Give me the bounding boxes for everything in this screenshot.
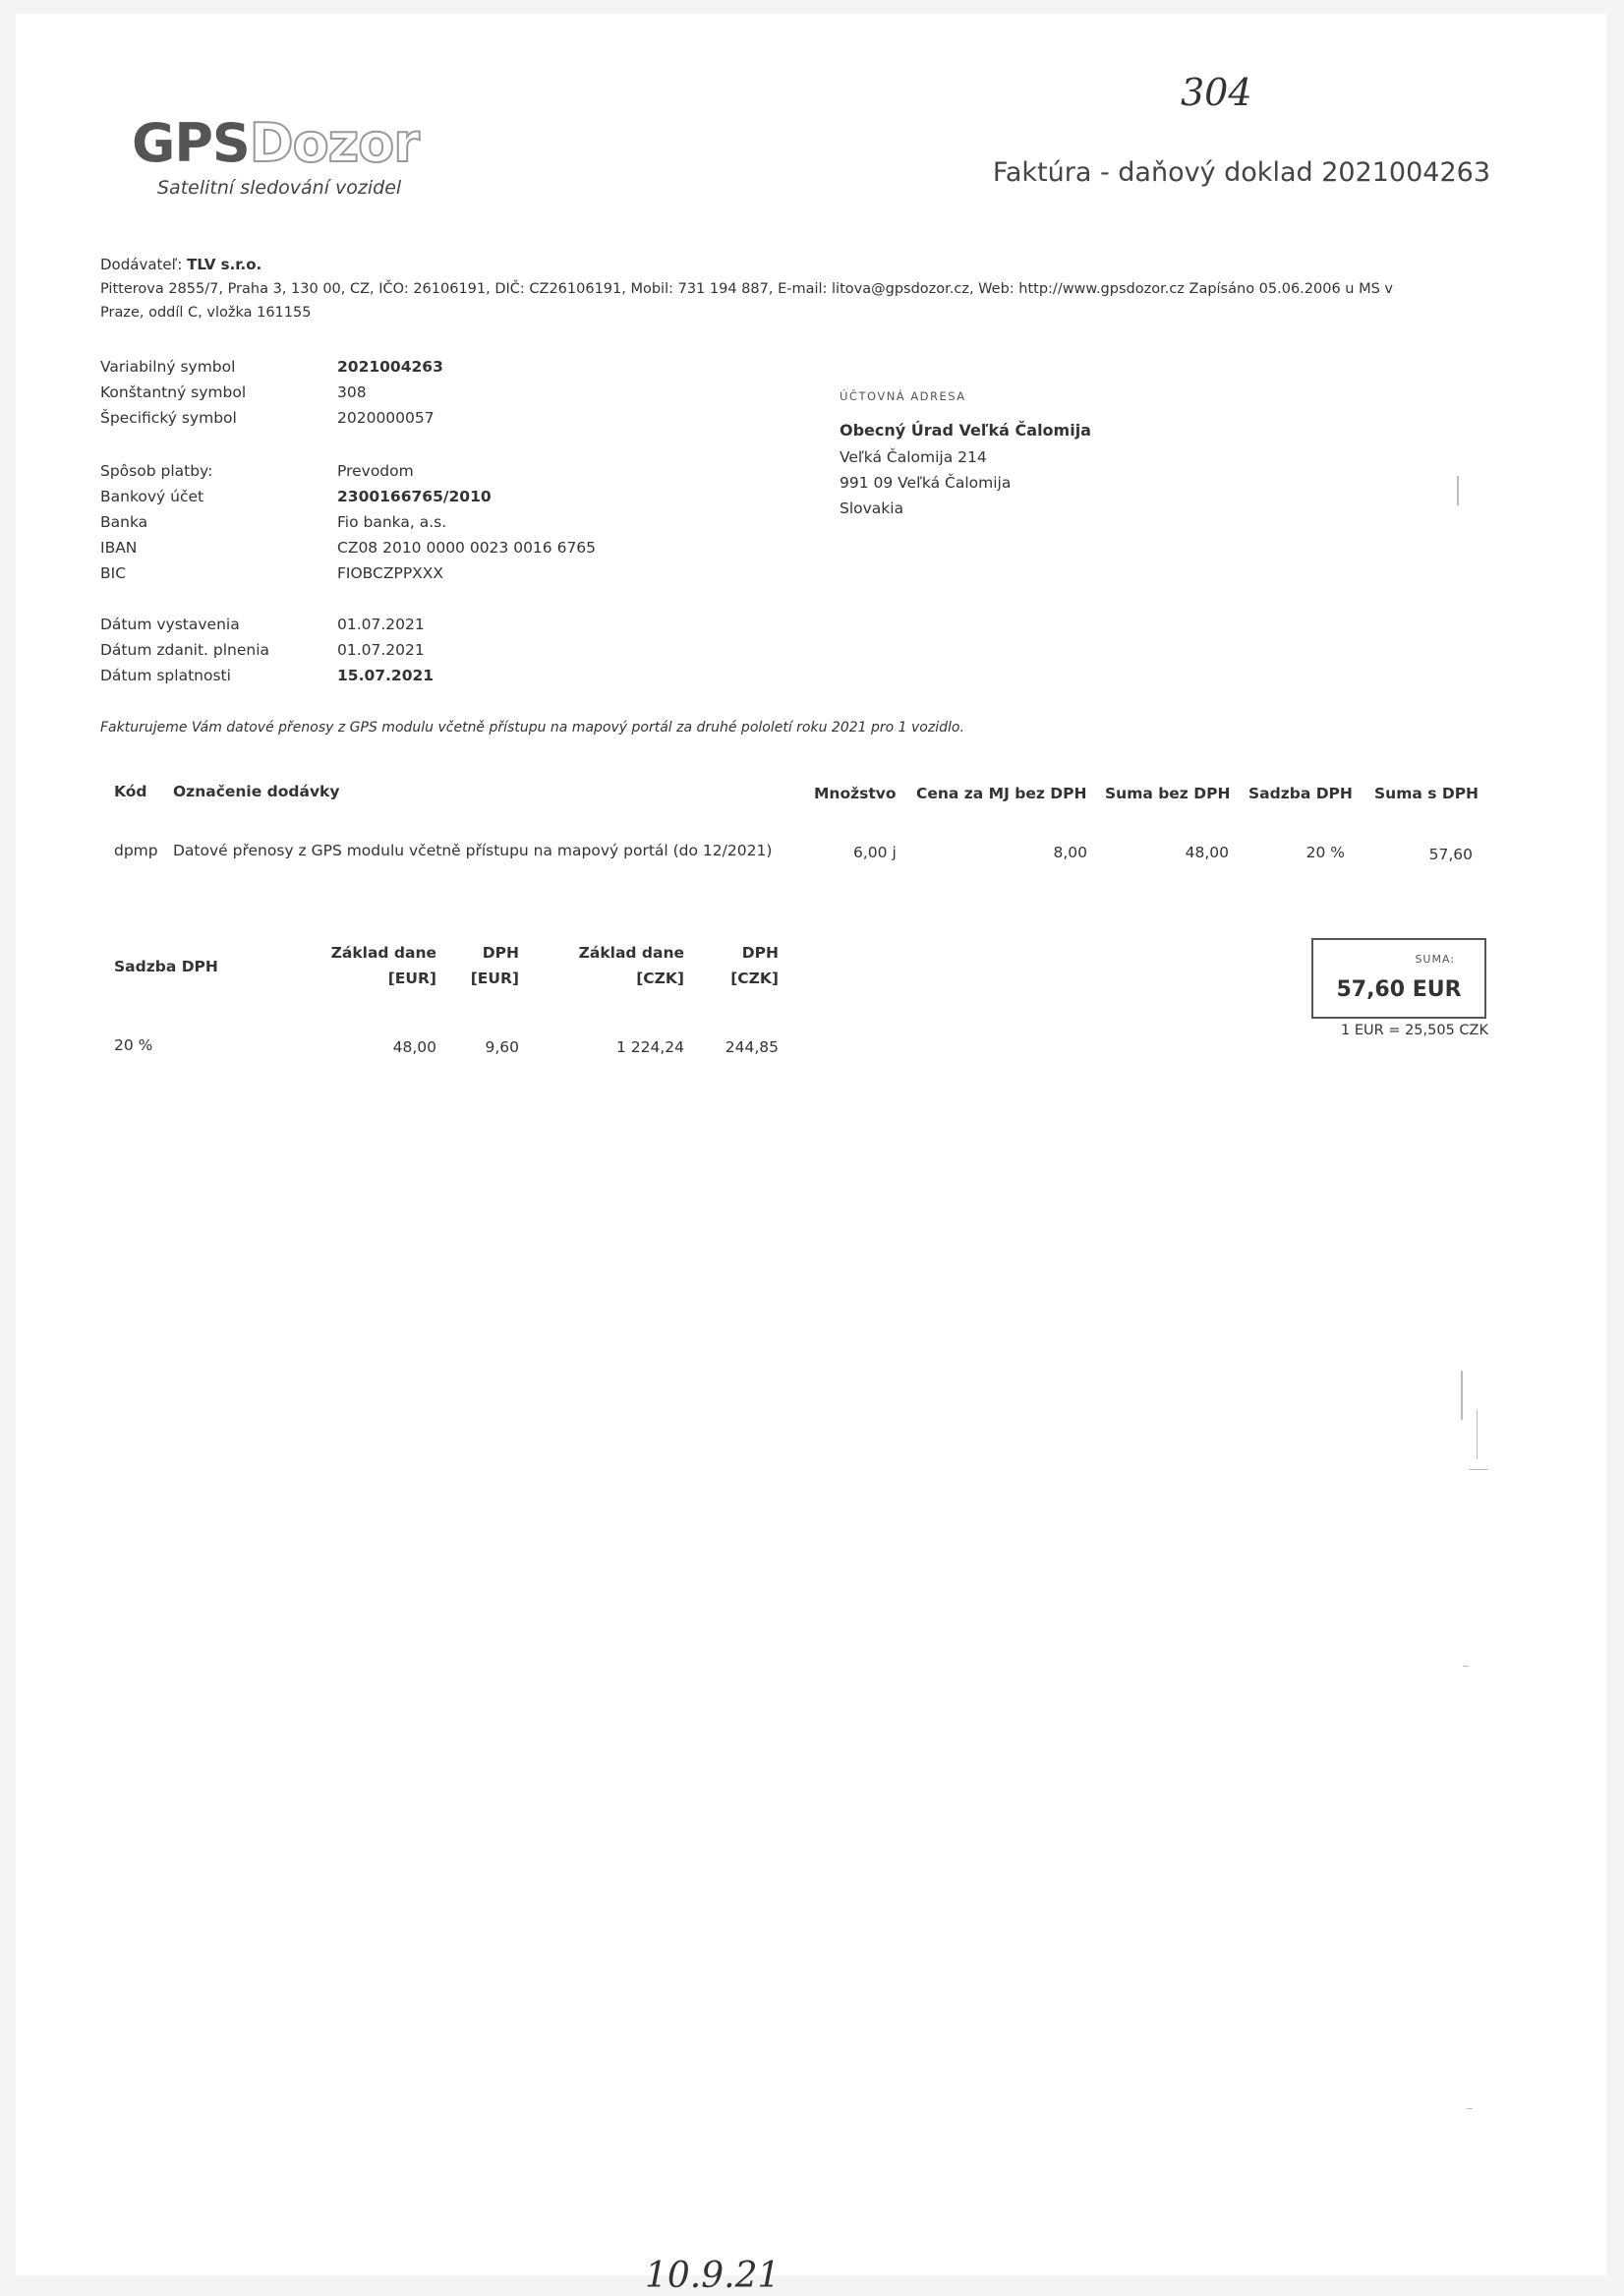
col-header: Množstvo	[814, 785, 897, 802]
payment-value: FIOBCZPPXXX	[337, 564, 444, 582]
col-header: Označenie dodávky	[173, 783, 340, 800]
payment-value: 308	[337, 383, 367, 401]
col-header: Cena za MJ bez DPH	[916, 785, 1087, 802]
payment-label: Dátum vystavenia	[100, 616, 240, 633]
col-header: Suma bez DPH	[1105, 785, 1231, 802]
vat-col-header: Základ dane	[330, 944, 436, 962]
item-sum-net: 48,00	[1185, 844, 1229, 861]
supplier-name: TLV s.r.o.	[187, 256, 262, 273]
payment-label: IBAN	[100, 539, 138, 557]
billing-heading: ÚČTOVNÁ ADRESA	[840, 389, 966, 403]
vat-dph-czk: 244,85	[725, 1038, 779, 1056]
vat-col-header: Sadzba DPH	[114, 958, 218, 975]
payment-label: Bankový účet	[100, 488, 204, 505]
scan-mark	[1457, 476, 1459, 505]
supplier-heading	[100, 256, 261, 273]
payment-label: Dátum zdanit. plnenia	[100, 641, 270, 659]
billing-country: Slovakia	[840, 500, 904, 517]
vat-col-header: [CZK]	[730, 970, 779, 987]
payment-value: 2300166765/2010	[337, 488, 492, 505]
payment-label: Banka	[100, 513, 148, 531]
payment-label: Konštantný symbol	[100, 383, 247, 401]
payment-value: Fio banka, a.s.	[337, 513, 447, 531]
payment-value: 01.07.2021	[337, 641, 425, 659]
supplier-line-1: Pitterova 2855/7, Praha 3, 130 00, CZ, IČO: 26106191, DIČ: CZ26106191, Mobil: 731 194 887, E-mail: litova@gpsdozor.cz, Web: http://www.gpsdozor.cz Zapísáno 05.06.2006 u MS v	[100, 281, 1394, 297]
logo-brand-b: Dozor	[249, 112, 419, 174]
scan-mark	[1467, 2108, 1473, 2109]
item-vat-rate: 20 %	[1305, 844, 1345, 861]
logo-brand-a: GPS	[132, 112, 250, 174]
vat-dph-eur: 9,60	[485, 1038, 519, 1056]
vat-col-header: [EUR]	[387, 970, 436, 987]
col-header: Kód	[114, 783, 147, 800]
item-description: Datové přenosy z GPS modulu včetně přístupu na mapový portál (do 12/2021)	[173, 842, 773, 859]
payment-label: Variabilný symbol	[100, 358, 236, 376]
payment-label: BIC	[100, 564, 127, 582]
scan-mark	[1461, 1371, 1463, 1420]
col-header: Suma s DPH	[1374, 785, 1479, 802]
vat-base-eur: 48,00	[392, 1038, 436, 1056]
handwritten-date: 10.9.21	[645, 2256, 781, 2296]
payment-label: Spôsob platby:	[100, 462, 213, 480]
payment-value: 01.07.2021	[337, 616, 425, 633]
handwritten-number: 304	[1181, 71, 1252, 114]
supplier-label: Dodávateľ:	[100, 256, 183, 273]
vat-base-czk: 1 224,24	[615, 1038, 684, 1056]
item-quantity: 6,00 j	[853, 844, 897, 861]
payment-value: Prevodom	[337, 462, 414, 480]
company-logo	[132, 112, 419, 174]
col-header: Sadzba DPH	[1248, 785, 1353, 802]
invoice-note: Fakturujeme Vám datové přenosy z GPS modulu včetně přístupu na mapový portál za druhé pololetí roku 2021 pro 1 vozidlo.	[100, 720, 964, 736]
invoice-page	[16, 14, 1606, 2296]
billing-street: Veľká Čalomija 214	[840, 448, 987, 466]
vat-col-header: Základ dane	[578, 944, 684, 962]
exchange-rate: 1 EUR = 25,505 CZK	[1341, 1023, 1488, 1038]
scan-mark	[1463, 1666, 1469, 1667]
item-sum-gross: 57,60	[1428, 846, 1473, 863]
total-box	[1311, 938, 1486, 1019]
total-label: SUMA:	[1415, 953, 1455, 966]
scan-mark	[1469, 1469, 1488, 1470]
billing-name: Obecný Úrad Veľká Čalomija	[840, 421, 1091, 440]
payment-label: Špecifický symbol	[100, 409, 237, 427]
billing-city: 991 09 Veľká Čalomija	[840, 474, 1012, 492]
payment-value: 2021004263	[337, 358, 443, 376]
invoice-title: Faktúra - daňový doklad 2021004263	[992, 157, 1490, 188]
vat-col-header: [CZK]	[636, 970, 684, 987]
total-value: 57,60 EUR	[1336, 977, 1462, 1002]
vat-col-header: DPH	[741, 944, 779, 962]
payment-value: 2020000057	[337, 409, 435, 427]
vat-col-header: DPH	[482, 944, 519, 962]
logo-tagline: Satelitní sledování vozidel	[157, 177, 402, 199]
payment-label: Dátum splatnosti	[100, 667, 231, 684]
vat-col-header: [EUR]	[470, 970, 519, 987]
supplier-line-2: Praze, oddíl C, vložka 161155	[100, 305, 312, 321]
scan-mark	[1477, 1410, 1478, 1459]
item-code: dpmp	[114, 842, 158, 859]
payment-value: CZ08 2010 0000 0023 0016 6765	[337, 539, 597, 557]
payment-value: 15.07.2021	[337, 667, 435, 684]
vat-rate: 20 %	[114, 1036, 153, 1054]
item-unit-price: 8,00	[1053, 844, 1087, 861]
